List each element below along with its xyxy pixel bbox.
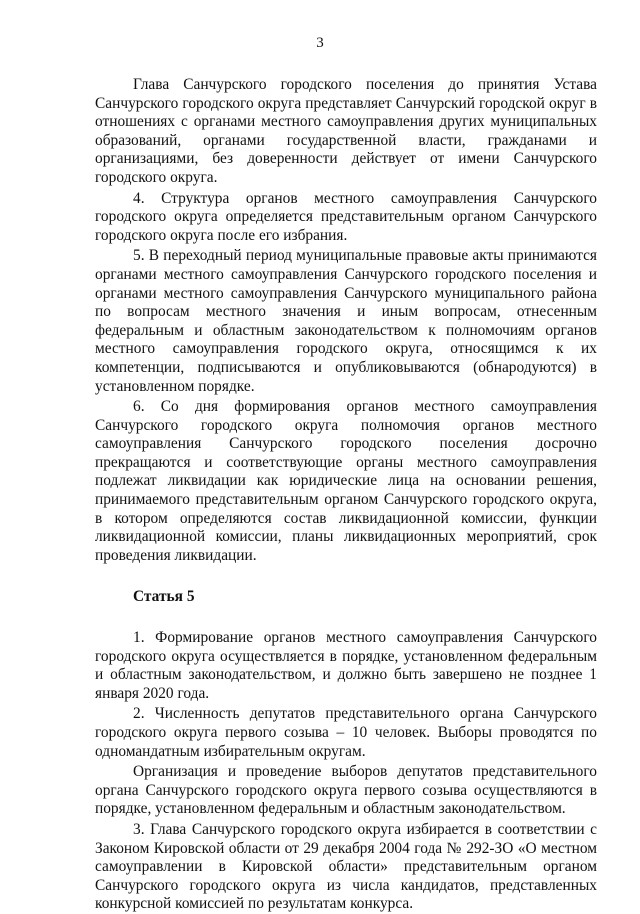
article-heading: Статья 5 [133,588,195,606]
paragraph-item-4: 4. Структура органов местного самоуправления Санчурского городского округа определяется представительным органом Санчурского городского округа после его избрания. [95,189,597,244]
paragraph-article5-item-1: 1. Формирование органов местного самоуправления Санчурского городского округа осуществляется в порядке, установленном федеральным и областным законодательством, и должно быть завершено не позднее 1 января 2020 года. [95,629,597,702]
document-body [95,76,597,914]
page-number: 3 [316,35,324,51]
paragraph-article5-item-2: 2. Численность депутатов представительного органа Санчурского городского округа первого созыва – 10 человек. Выборы проводятся по одномандатным избирательным округам. [95,705,597,760]
paragraph-item-5: 5. В переходный период муниципальные правовые акты принимаются органами местного самоуправления Санчурского городского поселения и органами местного самоуправления Санчурского муниципального района по вопросам местного значения и иным вопросам, отнесенным федеральным и областным законодательством к полномочиям органов местного самоуправления городского округа, относящимся к их компетенции, подписываются и опубликовываются (обнародуются) в установленном порядке. [95,247,597,395]
paragraph-item-6: 6. Со дня формирования органов местного самоуправления Санчурского городского округа полномочия органов местного самоуправления Санчурского городского поселения досрочно прекращаются и соответствующие органы местного самоуправления подлежат ликвидации как юридические лица на основании решения, принимаемого представительным органом Санчурского городского округа, в котором определяются состав ликвидационной комиссии, функции ликвидационной комиссии, планы ликвидационных мероприятий, срок проведения ликвидации. [95,398,597,564]
paragraph-article5-item-3: 3. Глава Санчурского городского округа избирается в соответствии с Законом Кировской области от 29 декабря 2004 года № 292-ЗО «О местном самоуправлении в Кировской области» представительным органом Санчурского городского округа из числа кандидатов, представленных конкурсной комиссией по результатам конкурса. [95,820,597,913]
paragraph-head-of-settlement: Глава Санчурского городского поселения до принятия Устава Санчурского городского округа представляет Санчурский городской округ в отношениях с органами местного самоуправления других муниципальных образований, органами государственной власти, гражданами и организациями, без доверенности действует от имени Санчурского городского округа. [95,76,597,186]
paragraph-article5-elections: Организация и проведение выборов депутатов представительного органа Санчурского городского округа первого созыва осуществляются в порядке, установленном федеральным и областным законодательством. [95,763,597,818]
